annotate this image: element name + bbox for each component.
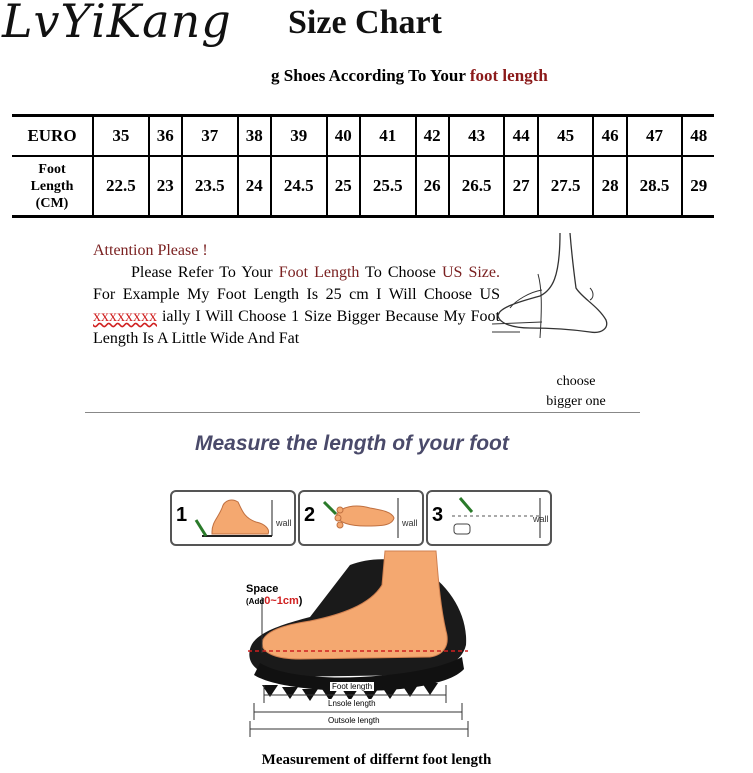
attention-body xyxy=(93,262,500,350)
subtitle-highlight: foot length xyxy=(469,66,548,85)
step-2-panel xyxy=(298,490,424,546)
euro-cell: 44 xyxy=(504,116,537,157)
step-1-panel xyxy=(170,490,296,546)
space-range-value: 0~1cm xyxy=(264,595,299,607)
foot-length-label-line: Foot xyxy=(38,161,66,177)
euro-cell: 47 xyxy=(627,116,683,157)
foot-length-label xyxy=(12,156,93,217)
attention-text-redacted: xxxxxxxx xyxy=(93,308,157,325)
euro-cell: 40 xyxy=(327,116,360,157)
foot-length-cell: 23.5 xyxy=(182,156,238,217)
euro-cell: 36 xyxy=(149,116,182,157)
subtitle-prefix: g Shoes According To Your xyxy=(271,66,470,85)
euro-cell: 41 xyxy=(360,116,416,157)
space-range-suffix: ) xyxy=(298,595,303,607)
space-range xyxy=(246,595,302,608)
wall-label: wall xyxy=(402,518,418,528)
measure-title: Measure the length of your foot xyxy=(195,432,509,455)
wall-label: wall xyxy=(276,518,292,528)
ruler-icon xyxy=(428,492,550,544)
page-title: Size Chart xyxy=(288,4,442,41)
attention-text: Please Refer To Your xyxy=(131,264,279,281)
space-label-text: Space xyxy=(246,583,279,595)
euro-row xyxy=(12,116,714,157)
foot-length-row xyxy=(12,156,714,217)
euro-cell: 46 xyxy=(593,116,626,157)
euro-label: EURO xyxy=(12,116,93,157)
euro-cell: 45 xyxy=(538,116,594,157)
foot-length-cell: 24 xyxy=(238,156,271,217)
foot-length-cell: 25.5 xyxy=(360,156,416,217)
foot-length-cell: 22.5 xyxy=(93,156,149,217)
foot-length-cell: 28.5 xyxy=(627,156,683,217)
foot-length-label-line: (CM) xyxy=(35,195,69,211)
attention-text-highlight: Foot Length xyxy=(278,264,360,281)
foot-length-cell: 27 xyxy=(504,156,537,217)
choose-note-line: bigger one xyxy=(546,394,606,409)
subtitle xyxy=(271,66,548,86)
euro-cell: 48 xyxy=(682,116,714,157)
shoe-measurement-diagram xyxy=(240,545,480,745)
step-3-panel xyxy=(426,490,552,546)
space-label xyxy=(246,583,302,608)
choose-note xyxy=(540,372,612,412)
step-number: 3 xyxy=(432,504,444,526)
attention-text-highlight: US Size. xyxy=(441,264,500,281)
choose-note-line: choose xyxy=(556,374,596,389)
foot-length-cell: 25 xyxy=(327,156,360,217)
attention-text: ially I Will Choose 1 Size Bigger Because My Foot Length Is A Little Wide And Fat xyxy=(93,308,500,347)
insole-length-dim-label: Lnsole length xyxy=(328,699,376,708)
step-number: 2 xyxy=(304,504,316,526)
foot-sketch-icon xyxy=(490,228,630,348)
diagram-caption: Measurement of differnt foot length xyxy=(261,752,492,768)
attention-text: To Choose xyxy=(359,264,442,281)
foot-length-cell: 23 xyxy=(149,156,182,217)
foot-length-label-line: Length xyxy=(30,178,74,194)
foot-length-cell: 29 xyxy=(682,156,714,217)
foot-length-cell: 26.5 xyxy=(449,156,505,217)
euro-cell: 37 xyxy=(182,116,238,157)
wall-label: wall xyxy=(533,514,549,524)
brand-logo: LvYiKang xyxy=(2,0,232,48)
outsole-length-dim-label: Outsole length xyxy=(328,716,380,725)
size-table xyxy=(12,114,714,218)
foot-length-cell: 26 xyxy=(416,156,449,217)
divider xyxy=(85,412,640,413)
space-range-prefix: (Add xyxy=(246,597,265,606)
foot-length-cell: 28 xyxy=(593,156,626,217)
euro-cell: 35 xyxy=(93,116,149,157)
euro-cell: 38 xyxy=(238,116,271,157)
attention-title: Attention Please ! xyxy=(93,242,208,259)
attention-text: For Example My Foot Length Is 25 cm I Will Choose US xyxy=(93,286,500,303)
foot-length-cell: 27.5 xyxy=(538,156,594,217)
euro-cell: 42 xyxy=(416,116,449,157)
foot-length-cell: 24.5 xyxy=(271,156,327,217)
euro-cell: 39 xyxy=(271,116,327,157)
euro-cell: 43 xyxy=(449,116,505,157)
step-number: 1 xyxy=(176,504,188,526)
attention-note xyxy=(93,240,500,350)
foot-length-dim-label: Foot length xyxy=(332,682,373,691)
